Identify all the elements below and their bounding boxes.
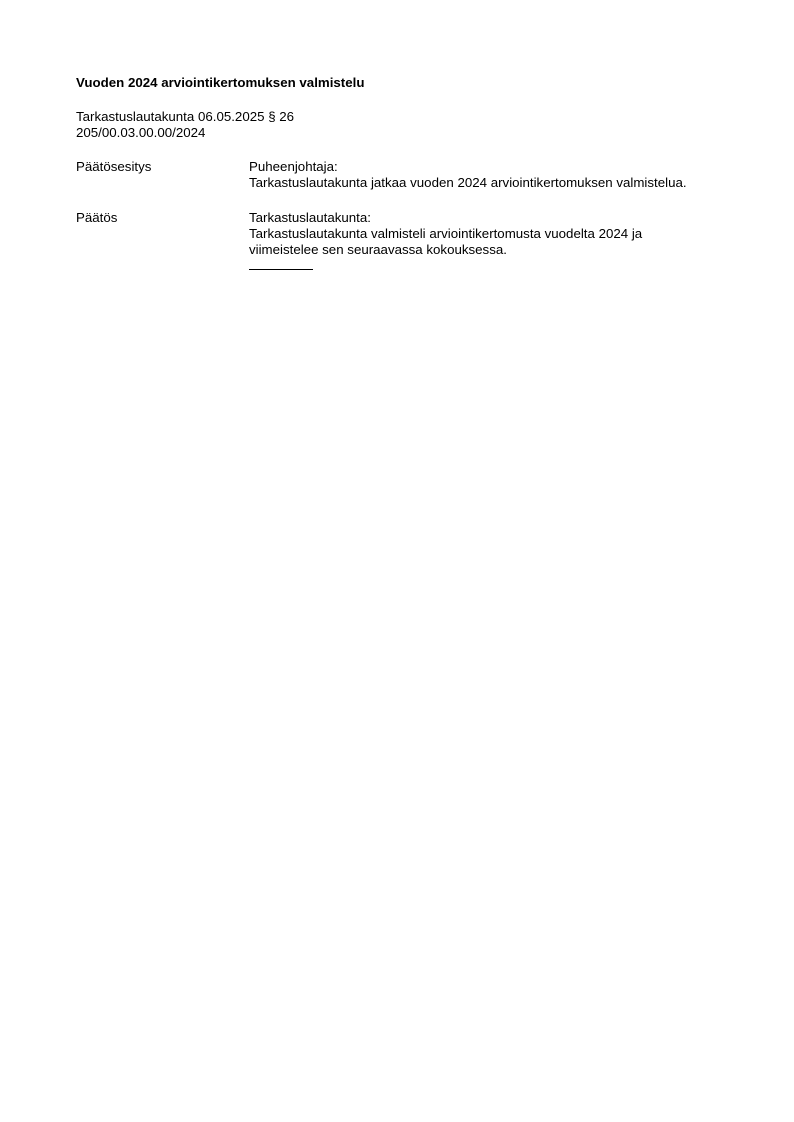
speaker-committee: Tarkastuslautakunta: (249, 210, 371, 225)
decision-text-line: Tarkastuslautakunta valmisteli arviointikertomusta vuodelta 2024 ja (249, 226, 643, 241)
end-divider (249, 269, 313, 270)
section-body-decision (249, 210, 749, 270)
record-number: 205/00.03.00.00/2024 (76, 125, 206, 140)
speaker-chair: Puheenjohtaja: (249, 159, 338, 174)
document-title: Vuoden 2024 arviointikertomuksen valmistelu (76, 75, 365, 90)
section-label-proposal: Päätösesitys (76, 159, 152, 174)
proposal-text-line: Tarkastuslautakunta jatkaa vuoden 2024 arviointikertomuksen valmistelua. (249, 175, 687, 190)
meeting-info (76, 109, 294, 141)
meeting-reference: Tarkastuslautakunta 06.05.2025 § 26 (76, 109, 295, 124)
decision-text-line: viimeistelee sen seuraavassa kokouksessa. (249, 242, 507, 257)
section-label-decision: Päätös (76, 210, 118, 225)
section-body-proposal (249, 159, 749, 191)
